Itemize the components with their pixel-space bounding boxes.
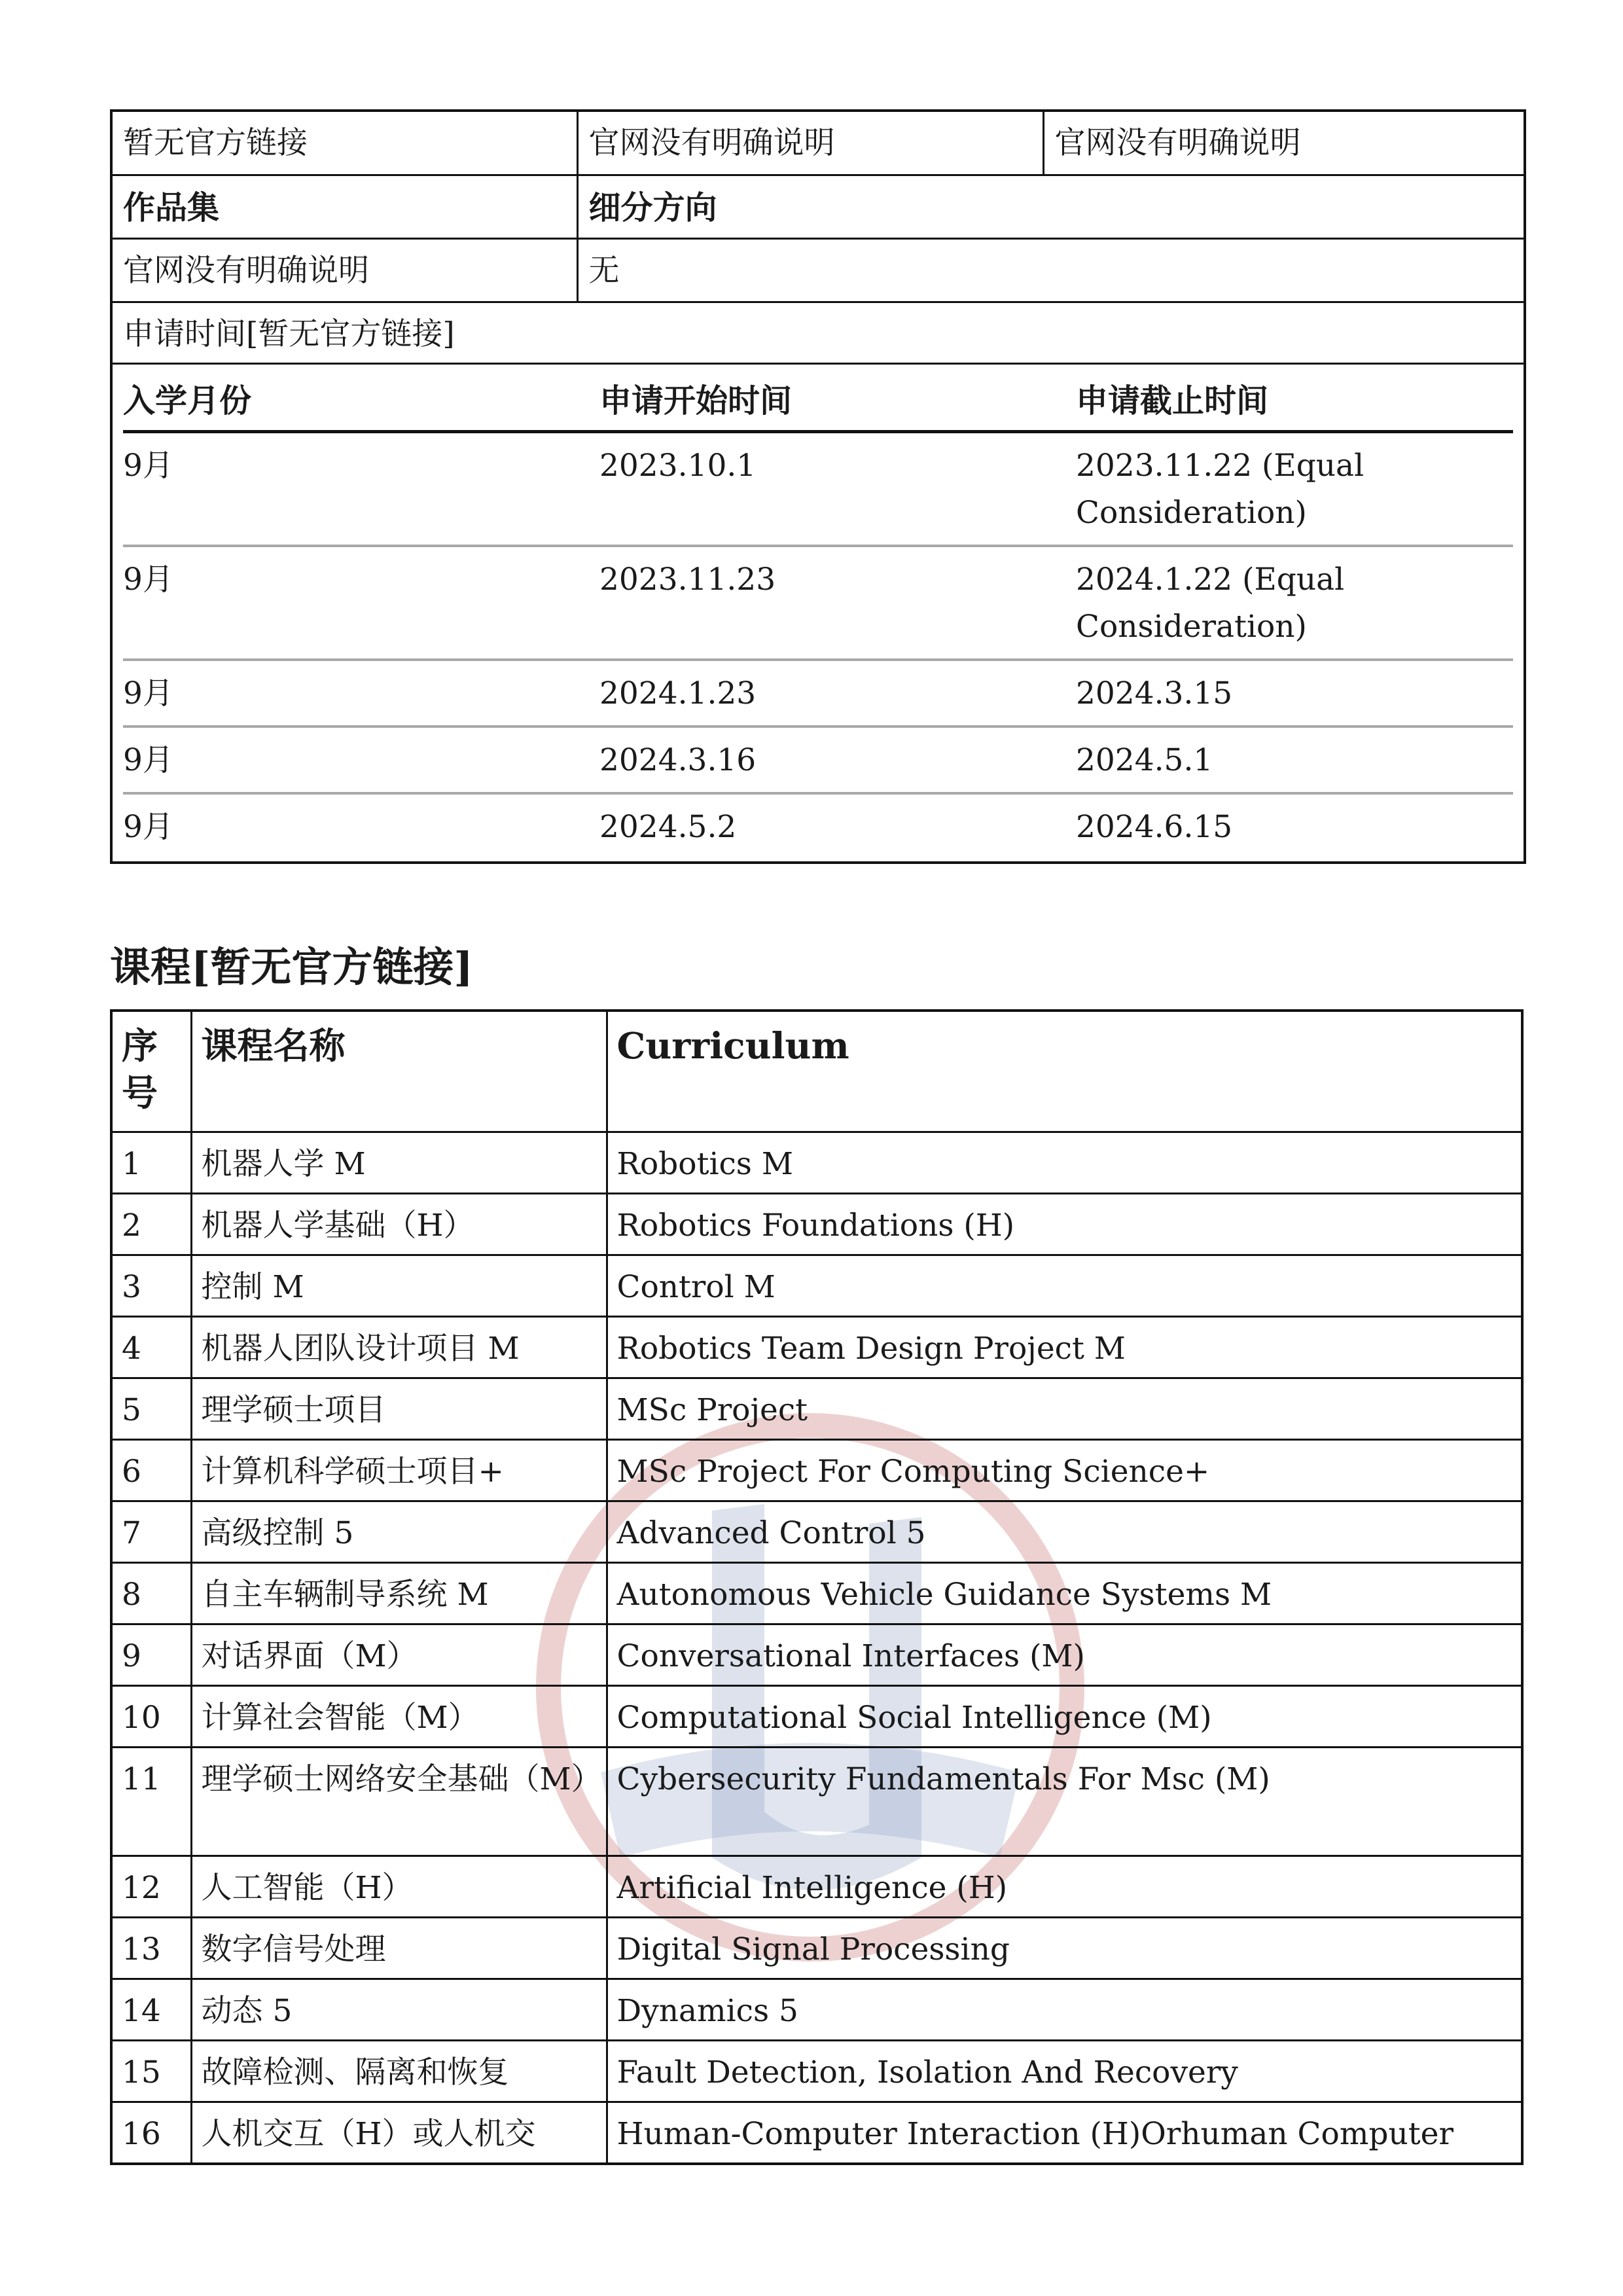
course-row: [111, 1686, 1522, 1748]
course-english-cell: Robotics Team Design Project M: [607, 1317, 1522, 1378]
course-row: [111, 1317, 1522, 1378]
course-index-cell: 10: [111, 1686, 191, 1748]
course-index-cell: 13: [111, 1918, 191, 1979]
course-english-cell: Dynamics 5: [607, 1979, 1522, 2041]
info-cell: 官网没有明确说明: [577, 111, 1043, 175]
intake-month-cell: 9月: [123, 726, 599, 793]
deadline-header: 申请截止时间: [1076, 374, 1513, 432]
course-name-cell: 机器人学基础（H）: [191, 1194, 607, 1255]
application-dates-container: [111, 364, 1525, 863]
course-name-cell: 高级控制 5: [191, 1501, 607, 1563]
dates-row: [123, 726, 1513, 793]
course-name-cell: 控制 M: [191, 1255, 607, 1317]
portfolio-value: 官网没有明确说明: [111, 239, 577, 302]
intake-month-cell: 9月: [123, 546, 599, 660]
program-info-table: [110, 109, 1526, 864]
course-english-cell: MSc Project For Computing Science+: [607, 1440, 1522, 1501]
dates-row: [123, 546, 1513, 660]
dates-row: [123, 793, 1513, 859]
course-name-cell: 人工智能（H）: [191, 1856, 607, 1918]
intake-month-cell: 9月: [123, 809, 173, 845]
curriculum-table: [110, 1009, 1524, 2165]
subdirection-value: 无: [577, 239, 1525, 302]
intake-month-header: 入学月份: [123, 374, 599, 432]
course-name-cell: 机器人团队设计项目 M: [191, 1317, 607, 1378]
start-date-cell: 2023.11.23: [599, 546, 1076, 660]
dates-header-row: [123, 374, 1513, 432]
course-english-cell: Control M: [607, 1255, 1522, 1317]
course-row: [111, 1748, 1522, 1856]
course-english-cell: Advanced Control 5: [607, 1501, 1522, 1563]
curriculum-section-title: 课程[暂无官方链接]: [110, 943, 473, 991]
course-index-cell: 7: [111, 1501, 191, 1563]
subdirection-heading: 细分方向: [577, 175, 1525, 239]
course-name-cell: 人机交互（H）或人机交: [191, 2102, 607, 2164]
course-index-cell: 9: [111, 1624, 191, 1686]
course-english-cell: Computational Social Intelligence (M): [607, 1686, 1522, 1748]
curriculum-header-row: [111, 1011, 1522, 1132]
course-english-cell: Fault Detection, Isolation And Recovery: [607, 2041, 1522, 2102]
course-english-cell: Digital Signal Processing: [607, 1918, 1522, 1979]
course-index-cell: 8: [111, 1563, 191, 1624]
application-dates-row: [111, 364, 1525, 863]
info-row: [111, 239, 1525, 302]
course-english-cell: Autonomous Vehicle Guidance Systems M: [607, 1563, 1522, 1624]
course-name-cell: 对话界面（M）: [191, 1624, 607, 1686]
course-row: [111, 1563, 1522, 1624]
course-name-cell: 自主车辆制导系统 M: [191, 1563, 607, 1624]
info-row: [111, 111, 1525, 175]
course-index-cell: 16: [111, 2102, 191, 2164]
course-index-cell: 6: [111, 1440, 191, 1501]
course-name-cell: 计算社会智能（M）: [191, 1686, 607, 1748]
course-english-cell: Cybersecurity Fundamentals For Msc (M): [607, 1748, 1522, 1856]
portfolio-heading: 作品集: [111, 175, 577, 239]
course-name-cell: 机器人学 M: [191, 1132, 607, 1194]
course-name-cell: 计算机科学硕士项目+: [191, 1440, 607, 1501]
course-index-cell: 2: [111, 1194, 191, 1255]
course-row: [111, 1255, 1522, 1317]
dates-row: [123, 660, 1513, 726]
application-time-row: [111, 302, 1525, 364]
course-name-cell: 动态 5: [191, 1979, 607, 2041]
course-index-cell: 15: [111, 2041, 191, 2102]
course-row: [111, 2041, 1522, 2102]
course-english-cell: Robotics M: [607, 1132, 1522, 1194]
course-row: [111, 1624, 1522, 1686]
dates-row: [123, 432, 1513, 547]
start-date-header: 申请开始时间: [599, 374, 1076, 432]
course-index-cell: 5: [111, 1378, 191, 1440]
intake-month-cell: 9月: [123, 660, 599, 726]
course-name-cell: 数字信号处理: [191, 1918, 607, 1979]
info-header-row: [111, 175, 1525, 239]
official-link-cell: 暂无官方链接: [111, 111, 577, 175]
application-time-label: 申请时间[暂无官方链接]: [111, 302, 1525, 364]
course-row: [111, 1194, 1522, 1255]
application-dates-table: [123, 374, 1513, 859]
start-date-cell: 2023.10.1: [599, 432, 1076, 547]
course-name-cell: 故障检测、隔离和恢复: [191, 2041, 607, 2102]
deadline-cell: 2024.1.22 (Equal Consideration): [1076, 546, 1513, 660]
course-index-cell: 1: [111, 1132, 191, 1194]
info-cell: 官网没有明确说明: [1043, 111, 1525, 175]
course-row: [111, 2102, 1522, 2164]
course-index-cell: 3: [111, 1255, 191, 1317]
course-row: [111, 1501, 1522, 1563]
deadline-cell: 2024.6.15: [1076, 809, 1233, 845]
course-index-cell: 11: [111, 1748, 191, 1856]
course-row: [111, 1132, 1522, 1194]
intake-month-cell: 9月: [123, 432, 599, 547]
course-index-cell: 12: [111, 1856, 191, 1918]
start-date-cell: 2024.1.23: [599, 660, 1076, 726]
start-date-cell: 2024.5.2: [599, 809, 737, 845]
course-row: [111, 1378, 1522, 1440]
course-english-cell: Conversational Interfaces (M): [607, 1624, 1522, 1686]
course-row: [111, 1918, 1522, 1979]
course-name-cell: 理学硕士项目: [191, 1378, 607, 1440]
index-header: 序号: [111, 1011, 191, 1132]
course-name-header: 课程名称: [191, 1011, 607, 1132]
course-english-cell: Artificial Intelligence (H): [607, 1856, 1522, 1918]
course-row: [111, 1979, 1522, 2041]
course-name-cell: 理学硕士网络安全基础（M）: [191, 1748, 607, 1856]
curriculum-header: Curriculum: [607, 1011, 1522, 1132]
course-row: [111, 1440, 1522, 1501]
deadline-cell: 2024.3.15: [1076, 660, 1513, 726]
deadline-cell: 2024.5.1: [1076, 726, 1513, 793]
course-english-cell: Human-Computer Interaction (H)Orhuman Computer: [607, 2102, 1522, 2164]
course-index-cell: 4: [111, 1317, 191, 1378]
start-date-cell: 2024.3.16: [599, 726, 1076, 793]
course-row: [111, 1856, 1522, 1918]
course-index-cell: 14: [111, 1979, 191, 2041]
deadline-cell: 2023.11.22 (Equal Consideration): [1076, 432, 1513, 547]
course-english-cell: MSc Project: [607, 1378, 1522, 1440]
course-english-cell: Robotics Foundations (H): [607, 1194, 1522, 1255]
